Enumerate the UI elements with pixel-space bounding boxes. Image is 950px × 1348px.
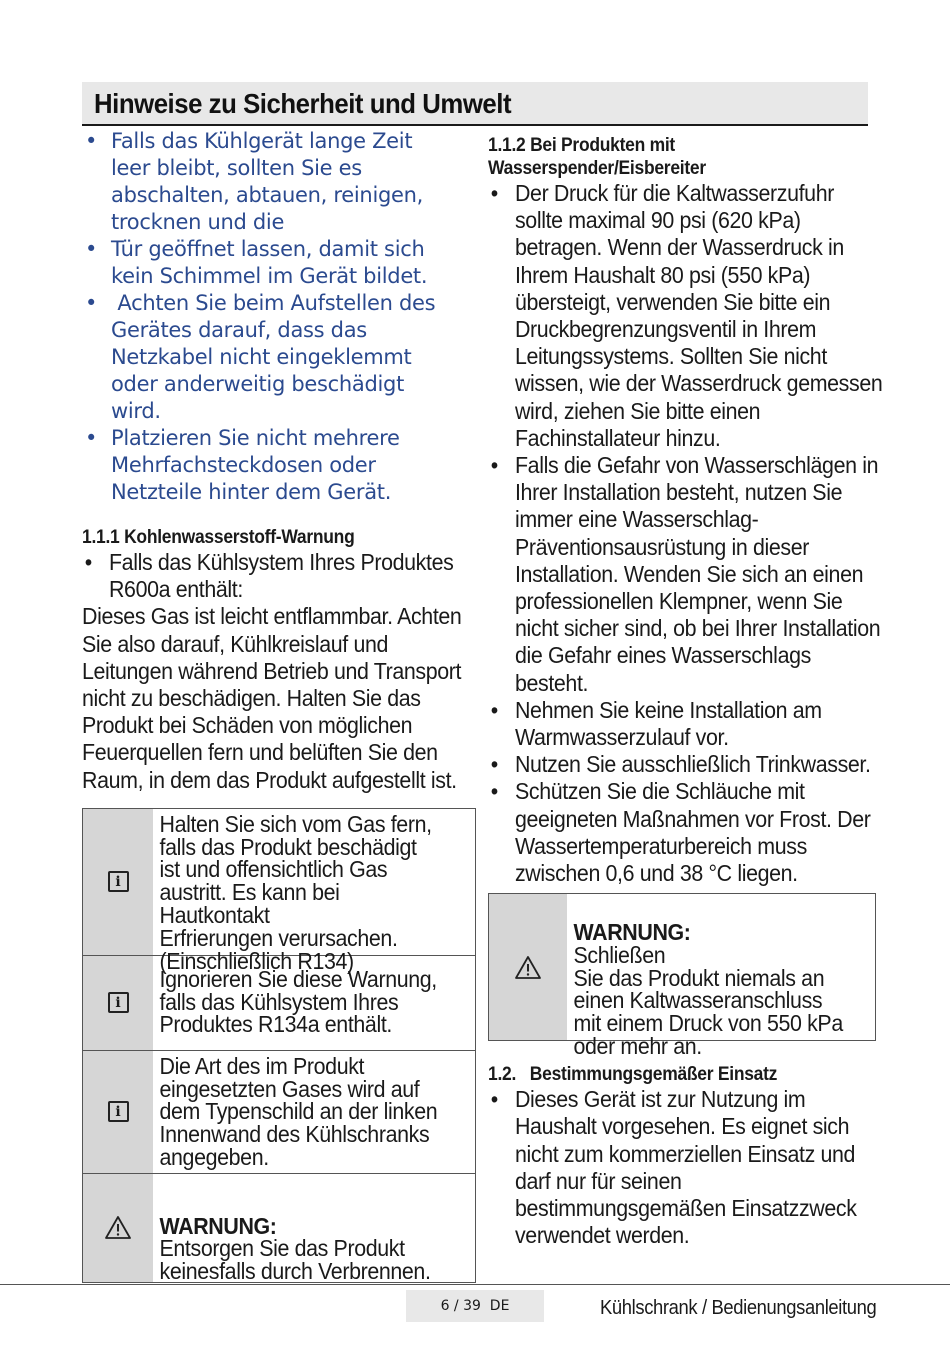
list-item: • Falls die Gefahr von Wasserschlägen in Ihrer Installation besteht, nutzen Sie immer eine Wasserschlag-Präventionsausrüstung in dieser Installation. Wenden Sie sich an einen professionellen Klempner, wenn Sie nicht sicher sind, ob bei Ihrer Installation die Gefahr eines Wasserschlags besteht. bbox=[488, 452, 884, 697]
left-column bbox=[82, 128, 476, 1283]
note-text: Die Art des im Produkt eingesetzten Gases wird auf dem Typenschild an der linken Innenwand des Kühlschranks angegeben. bbox=[159, 1052, 438, 1171]
list-item: • Nehmen Sie keine Installation am Warmwasserzulauf vor. bbox=[488, 697, 884, 751]
info-icon: i bbox=[108, 1101, 129, 1122]
list-item: • Falls das Kühlgerät lange Zeit leer bleibt, sollten Sie es abschalten, abtauen, reinigen, trocknen und die bbox=[82, 128, 454, 236]
section-heading-111: 1.1.1 Kohlenwasserstoff-Warnung bbox=[82, 527, 355, 548]
right-column bbox=[488, 134, 888, 1250]
blue-bullet-list bbox=[82, 128, 454, 506]
list-item: • Falls das Kühlsystem Ihres Produktes R600a enthält: bbox=[82, 549, 473, 603]
notes-table bbox=[82, 808, 476, 1283]
list-item: • Dieses Gerät ist zur Nutzung im Haushalt vorgesehen. Es eignet sich nicht zum kommerziellen Einsatz und darf nur für seinen bestimmungsgemäßen Einsatzzweck verwendet werden. bbox=[488, 1086, 884, 1249]
note-text: Halten Sie sich vom Gas fern, falls das Produkt beschädigt ist und offensichtlich Gas austritt. Es kann bei Hautkontakt Erfrierungen verursachen. (Einschließlich R134) bbox=[159, 810, 432, 974]
note-row bbox=[83, 1173, 475, 1285]
warning-icon bbox=[514, 955, 542, 980]
warning-icon bbox=[104, 1215, 132, 1240]
hydrocarbon-paragraph: Dieses Gas ist leicht entflammbar. Achten Sie also darauf, Kühlkreislauf und Leitungen während Betrieb und Transport nicht zu beschädigen. Halten Sie das Produkt bei Schäden von möglichen Feuerquellen fern und belüften Sie den Raum, in dem das Produkt aufgestellt ist. bbox=[82, 603, 462, 793]
list-item: • Platzieren Sie nicht mehrere Mehrfachsteckdosen oder Netzteile hinter dem Gerät. bbox=[82, 425, 454, 506]
warning-text: Schließen Sie das Produkt niemals an einen Kaltwasseranschluss mit einem Druck von 550 kPa oder mehr an. bbox=[573, 941, 843, 1060]
bullet-list-12 bbox=[488, 1086, 884, 1249]
warning-title: WARNUNG: bbox=[573, 919, 691, 946]
bullet-list-111 bbox=[82, 549, 473, 603]
info-icon: i bbox=[108, 871, 129, 892]
list-item: • Achten Sie beim Aufstellen des Gerätes darauf, dass das Netzkabel nicht eingeklemmt oder anderweitig beschädigt wird. bbox=[82, 290, 454, 425]
list-item: • Tür geöffnet lassen, damit sich kein Schimmel im Gerät bildet. bbox=[82, 236, 454, 290]
note-title: WARNUNG: bbox=[159, 1212, 277, 1239]
page-number: 6 / 39 DE bbox=[406, 1290, 544, 1322]
note-text: Entsorgen Sie das Produkt keinesfalls durch Verbrennen. bbox=[159, 1235, 431, 1285]
footer-title: Kühlschrank / Bedienungsanleitung bbox=[599, 1297, 876, 1319]
note-text: Ignorieren Sie diese Warnung, falls das Kühlsystem Ihres Produktes R134a enthält. bbox=[159, 965, 437, 1038]
note-row bbox=[83, 955, 475, 1050]
note-row bbox=[83, 1050, 475, 1173]
page-header bbox=[82, 82, 868, 126]
note-row bbox=[83, 809, 475, 974]
footer-divider bbox=[0, 1284, 950, 1285]
water-warning-box bbox=[488, 893, 876, 1060]
section-heading-12: 1.2. Bestimmungsgemäßer Einsatz bbox=[488, 1064, 778, 1086]
list-item: • Nutzen Sie ausschließlich Trinkwasser. bbox=[488, 751, 884, 778]
list-item: • Der Druck für die Kaltwasserzufuhr sollte maximal 90 psi (620 kPa) betragen. Wenn der Wasserdruck in Ihrem Haushalt 80 psi (550 kPa) übersteigt, verwenden Sie bitte ein Druckbegrenzungsventil in Ihrem Leitungssystems. Sollten Sie nicht wissen, wie der Wasserdruck gemessen wird, ziehen Sie bitte einen Fachinstallateur hinzu. bbox=[488, 180, 884, 452]
bullet-list-112 bbox=[488, 180, 884, 887]
list-item: • Schützen Sie die Schläuche mit geeigneten Maßnahmen vor Frost. Der Wassertemperaturbereich muss zwischen 0,6 und 38 °C liegen. bbox=[488, 778, 884, 887]
section-heading-112: 1.1.2 Bei Produkten mit Wasserspender/Eisbereiter bbox=[488, 135, 706, 179]
info-icon: i bbox=[108, 992, 129, 1013]
page-title: Hinweise zu Sicherheit und Umwelt bbox=[94, 88, 512, 119]
